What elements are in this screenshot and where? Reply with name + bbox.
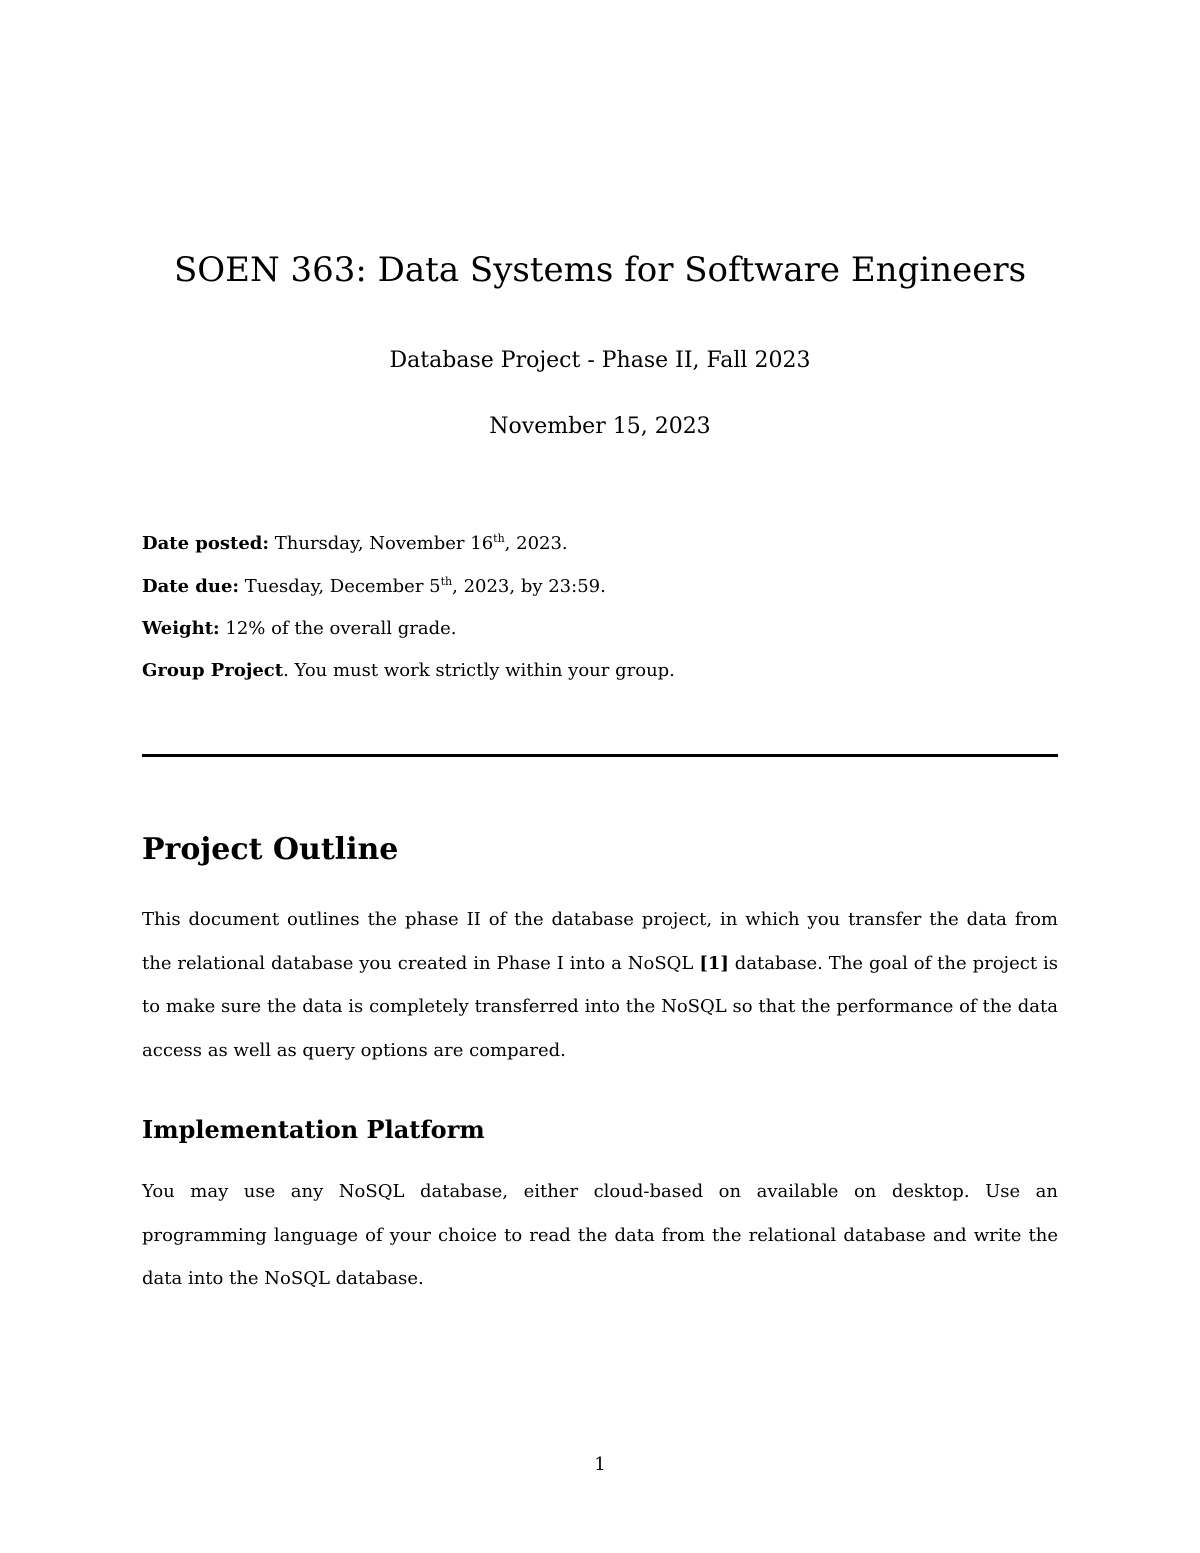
page-number: 1 (594, 1454, 606, 1475)
section-heading-implementation-platform: Implementation Platform (142, 1115, 485, 1144)
date-due-label: Date due: (142, 576, 240, 597)
implementation-platform-paragraph: You may use any NoSQL database, either cloud-based on available on desktop. Use an programming language of your choice to read the data from the relational database and write the data into the NoSQL database. (142, 1181, 1058, 1289)
weight-line (142, 616, 1062, 642)
date-due-value: Tuesday, December 5 (239, 576, 441, 597)
horizontal-divider (142, 754, 1058, 757)
citation-link[interactable]: [1] (699, 952, 729, 974)
date-posted-line (142, 531, 1062, 557)
group-project-line (142, 658, 1062, 684)
outline-text-start: This document outlines the phase II of the database project, in which you transfer the data from the relational database you created in Phase I into a NoSQL (142, 909, 1058, 974)
document-subtitle: Database Project - Phase II, Fall 2023 (389, 348, 811, 373)
date-posted-value: Thursday, November 16 (269, 533, 494, 554)
date-posted-label: Date posted: (142, 533, 270, 554)
group-project-label: Group Project (142, 660, 284, 681)
date-posted-year: , 2023. (504, 533, 568, 554)
group-project-value: . You must work strictly within your group. (283, 660, 675, 681)
weight-label: Weight: (142, 618, 220, 639)
date-due-line (142, 574, 1062, 600)
document-title: SOEN 363: Data Systems for Software Engineers (173, 250, 1027, 290)
date-due-year: , 2023, by 23:59. (452, 576, 606, 597)
outline-text-end: database. The goal of the project is to make sure the data is completely transferred into the NoSQL so that the performance of the data access as well as query options are compared. (142, 952, 1059, 1061)
project-outline-paragraph (142, 898, 1058, 1072)
date-due-suffix: th (440, 575, 453, 588)
section-heading-project-outline: Project Outline (142, 832, 399, 867)
document-date: November 15, 2023 (489, 414, 711, 439)
date-posted-suffix: th (493, 532, 505, 545)
weight-value: 12% of the overall grade. (219, 618, 457, 639)
